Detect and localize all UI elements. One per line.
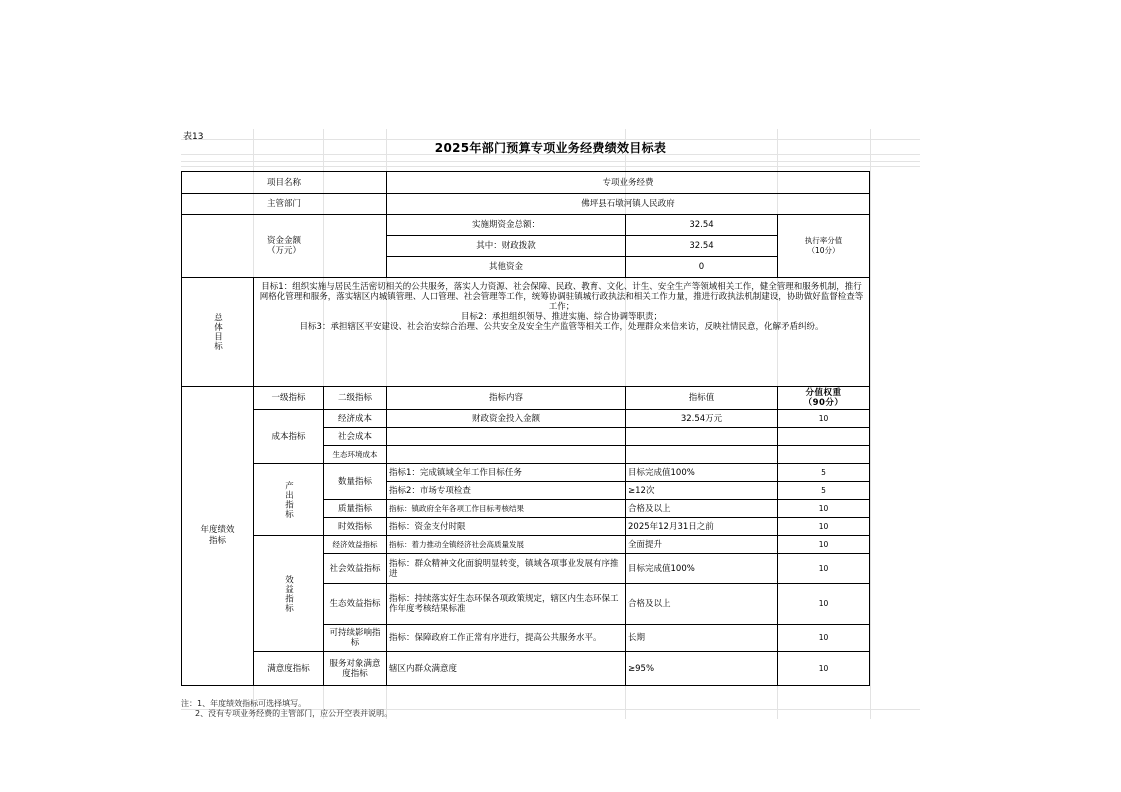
row-weight: [778, 428, 870, 446]
header-level1: 一级指标: [254, 387, 324, 410]
project-name-value: 专项业务经费: [387, 172, 870, 194]
header-weight: 分值权重 （90分）: [778, 387, 870, 410]
performance-target-table: [181, 171, 870, 686]
funds-fiscal-value: 32.54: [626, 236, 778, 257]
header-content: 指标内容: [387, 387, 626, 410]
dept-label: 主管部门: [182, 194, 387, 215]
row-value: [626, 428, 778, 446]
output-indicator-label: [254, 464, 324, 536]
row-content: 指标：持续落实好生态环保各项政策规定，辖区内生态环保工作年度考核结果标准: [387, 584, 626, 625]
row-l2: 时效指标: [324, 518, 387, 536]
row-weight: 10: [778, 500, 870, 518]
funds-total-value: 32.54: [626, 215, 778, 236]
row-content: 指标2：市场专项检查: [387, 482, 626, 500]
row-weight: [778, 446, 870, 464]
table-number: 表13: [183, 132, 204, 142]
row-l2: 社会成本: [324, 428, 387, 446]
funds-total-label: 实施期资金总额：: [387, 215, 626, 236]
row-weight: 10: [778, 410, 870, 428]
cost-indicator-label: 成本指标: [254, 410, 324, 464]
overall-goal-label: [182, 278, 254, 387]
satisfaction-indicator-label: 满意度指标: [254, 652, 324, 686]
footnote-1: 注：1、年度绩效指标可选择填写。: [181, 699, 307, 708]
row-l2: 质量指标: [324, 500, 387, 518]
row-content: [387, 428, 626, 446]
benefit-indicator-label-text: 效益指标: [283, 574, 294, 613]
row-content: 指标：资金支付时限: [387, 518, 626, 536]
row-value: 目标完成值100%: [626, 554, 778, 584]
row-l2: 服务对象满意度指标: [324, 652, 387, 686]
row-value: ≥12次: [626, 482, 778, 500]
funds-fiscal-label: 其中：财政拨款: [387, 236, 626, 257]
row-value: 2025年12月31日之前: [626, 518, 778, 536]
row-weight: 5: [778, 464, 870, 482]
footnotes: [181, 699, 392, 719]
benefit-indicator-label: [254, 536, 324, 652]
funds-other-label: 其他资金: [387, 257, 626, 278]
row-content: 指标：群众精神文化面貌明显转变，镇域各项事业发展有序推进: [387, 554, 626, 584]
row-value: [626, 446, 778, 464]
project-name-label: 项目名称: [182, 172, 387, 194]
row-content: 指标1：完成镇域全年工作目标任务: [387, 464, 626, 482]
row-content: 财政资金投入金额: [387, 410, 626, 428]
row-l2: 生态环境成本: [324, 446, 387, 464]
funds-label: 资金金额 （万元）: [182, 215, 387, 278]
funds-other-value: 0: [626, 257, 778, 278]
row-weight: 10: [778, 518, 870, 536]
row-weight: 10: [778, 625, 870, 652]
row-value: ≥95%: [626, 652, 778, 686]
row-weight: 10: [778, 584, 870, 625]
row-l2: 数量指标: [324, 464, 387, 500]
spreadsheet-sheet: [181, 129, 920, 719]
row-content: 指标：保障政府工作正常有序进行，提高公共服务水平。: [387, 625, 626, 652]
row-l2: 社会效益指标: [324, 554, 387, 584]
header-value: 指标值: [626, 387, 778, 410]
overall-goal-label-text: 总体目标: [212, 313, 223, 351]
annual-indicator-label: [182, 387, 254, 686]
row-value: 目标完成值100%: [626, 464, 778, 482]
footnote-2: 2、没有专项业务经费的主管部门，应公开空表并说明。: [195, 709, 393, 718]
row-value: 32.54万元: [626, 410, 778, 428]
row-l2: 经济成本: [324, 410, 387, 428]
row-l2: 可持续影响指标: [324, 625, 387, 652]
exec-rate-label: 执行率分值 （10分）: [778, 215, 870, 278]
header-level2: 二级指标: [324, 387, 387, 410]
row-weight: 5: [778, 482, 870, 500]
row-l2: 经济效益指标: [324, 536, 387, 554]
row-l2: 生态效益指标: [324, 584, 387, 625]
row-content: [387, 446, 626, 464]
row-content: 指标：着力推动全镇经济社会高质量发展: [387, 536, 626, 554]
row-weight: 10: [778, 652, 870, 686]
overall-goal-text: 目标1：组织实施与居民生活密切相关的公共服务，落实人力资源、社会保障、民政、教育、文化、计生、安全生产等领域相关工作，健全管理和服务机制，推行网格化管理和服务，落实辖区内城镇管理、人口管理、社会管理等工作，统筹协调驻镇城行政执法和相关工作力量，推进行政执法机制建设，协助做好监督检查等工作； 目标2：承担组织领导、推进实施、综合协调等职责； 目标3：承担辖区平安建设、社会治安综合治理、公共安全及安全生产监管等相关工作，处理群众来信来访，反映社情民意，化解矛盾纠纷。: [254, 278, 870, 387]
row-value: 全面提升: [626, 536, 778, 554]
dept-value: 佛坪县石墩河镇人民政府: [387, 194, 870, 215]
row-weight: 10: [778, 536, 870, 554]
page-title: 2025年部门预算专项业务经费绩效目标表: [434, 141, 667, 155]
row-weight: 10: [778, 554, 870, 584]
row-value: 合格及以上: [626, 584, 778, 625]
annual-indicator-label-text: 年度绩效指标: [200, 525, 235, 546]
row-value: 合格及以上: [626, 500, 778, 518]
output-indicator-label-text: 产出指标: [283, 480, 294, 519]
row-content: 辖区内群众满意度: [387, 652, 626, 686]
row-content: 指标：镇政府全年各项工作目标考核结果: [387, 500, 626, 518]
row-value: 长期: [626, 625, 778, 652]
